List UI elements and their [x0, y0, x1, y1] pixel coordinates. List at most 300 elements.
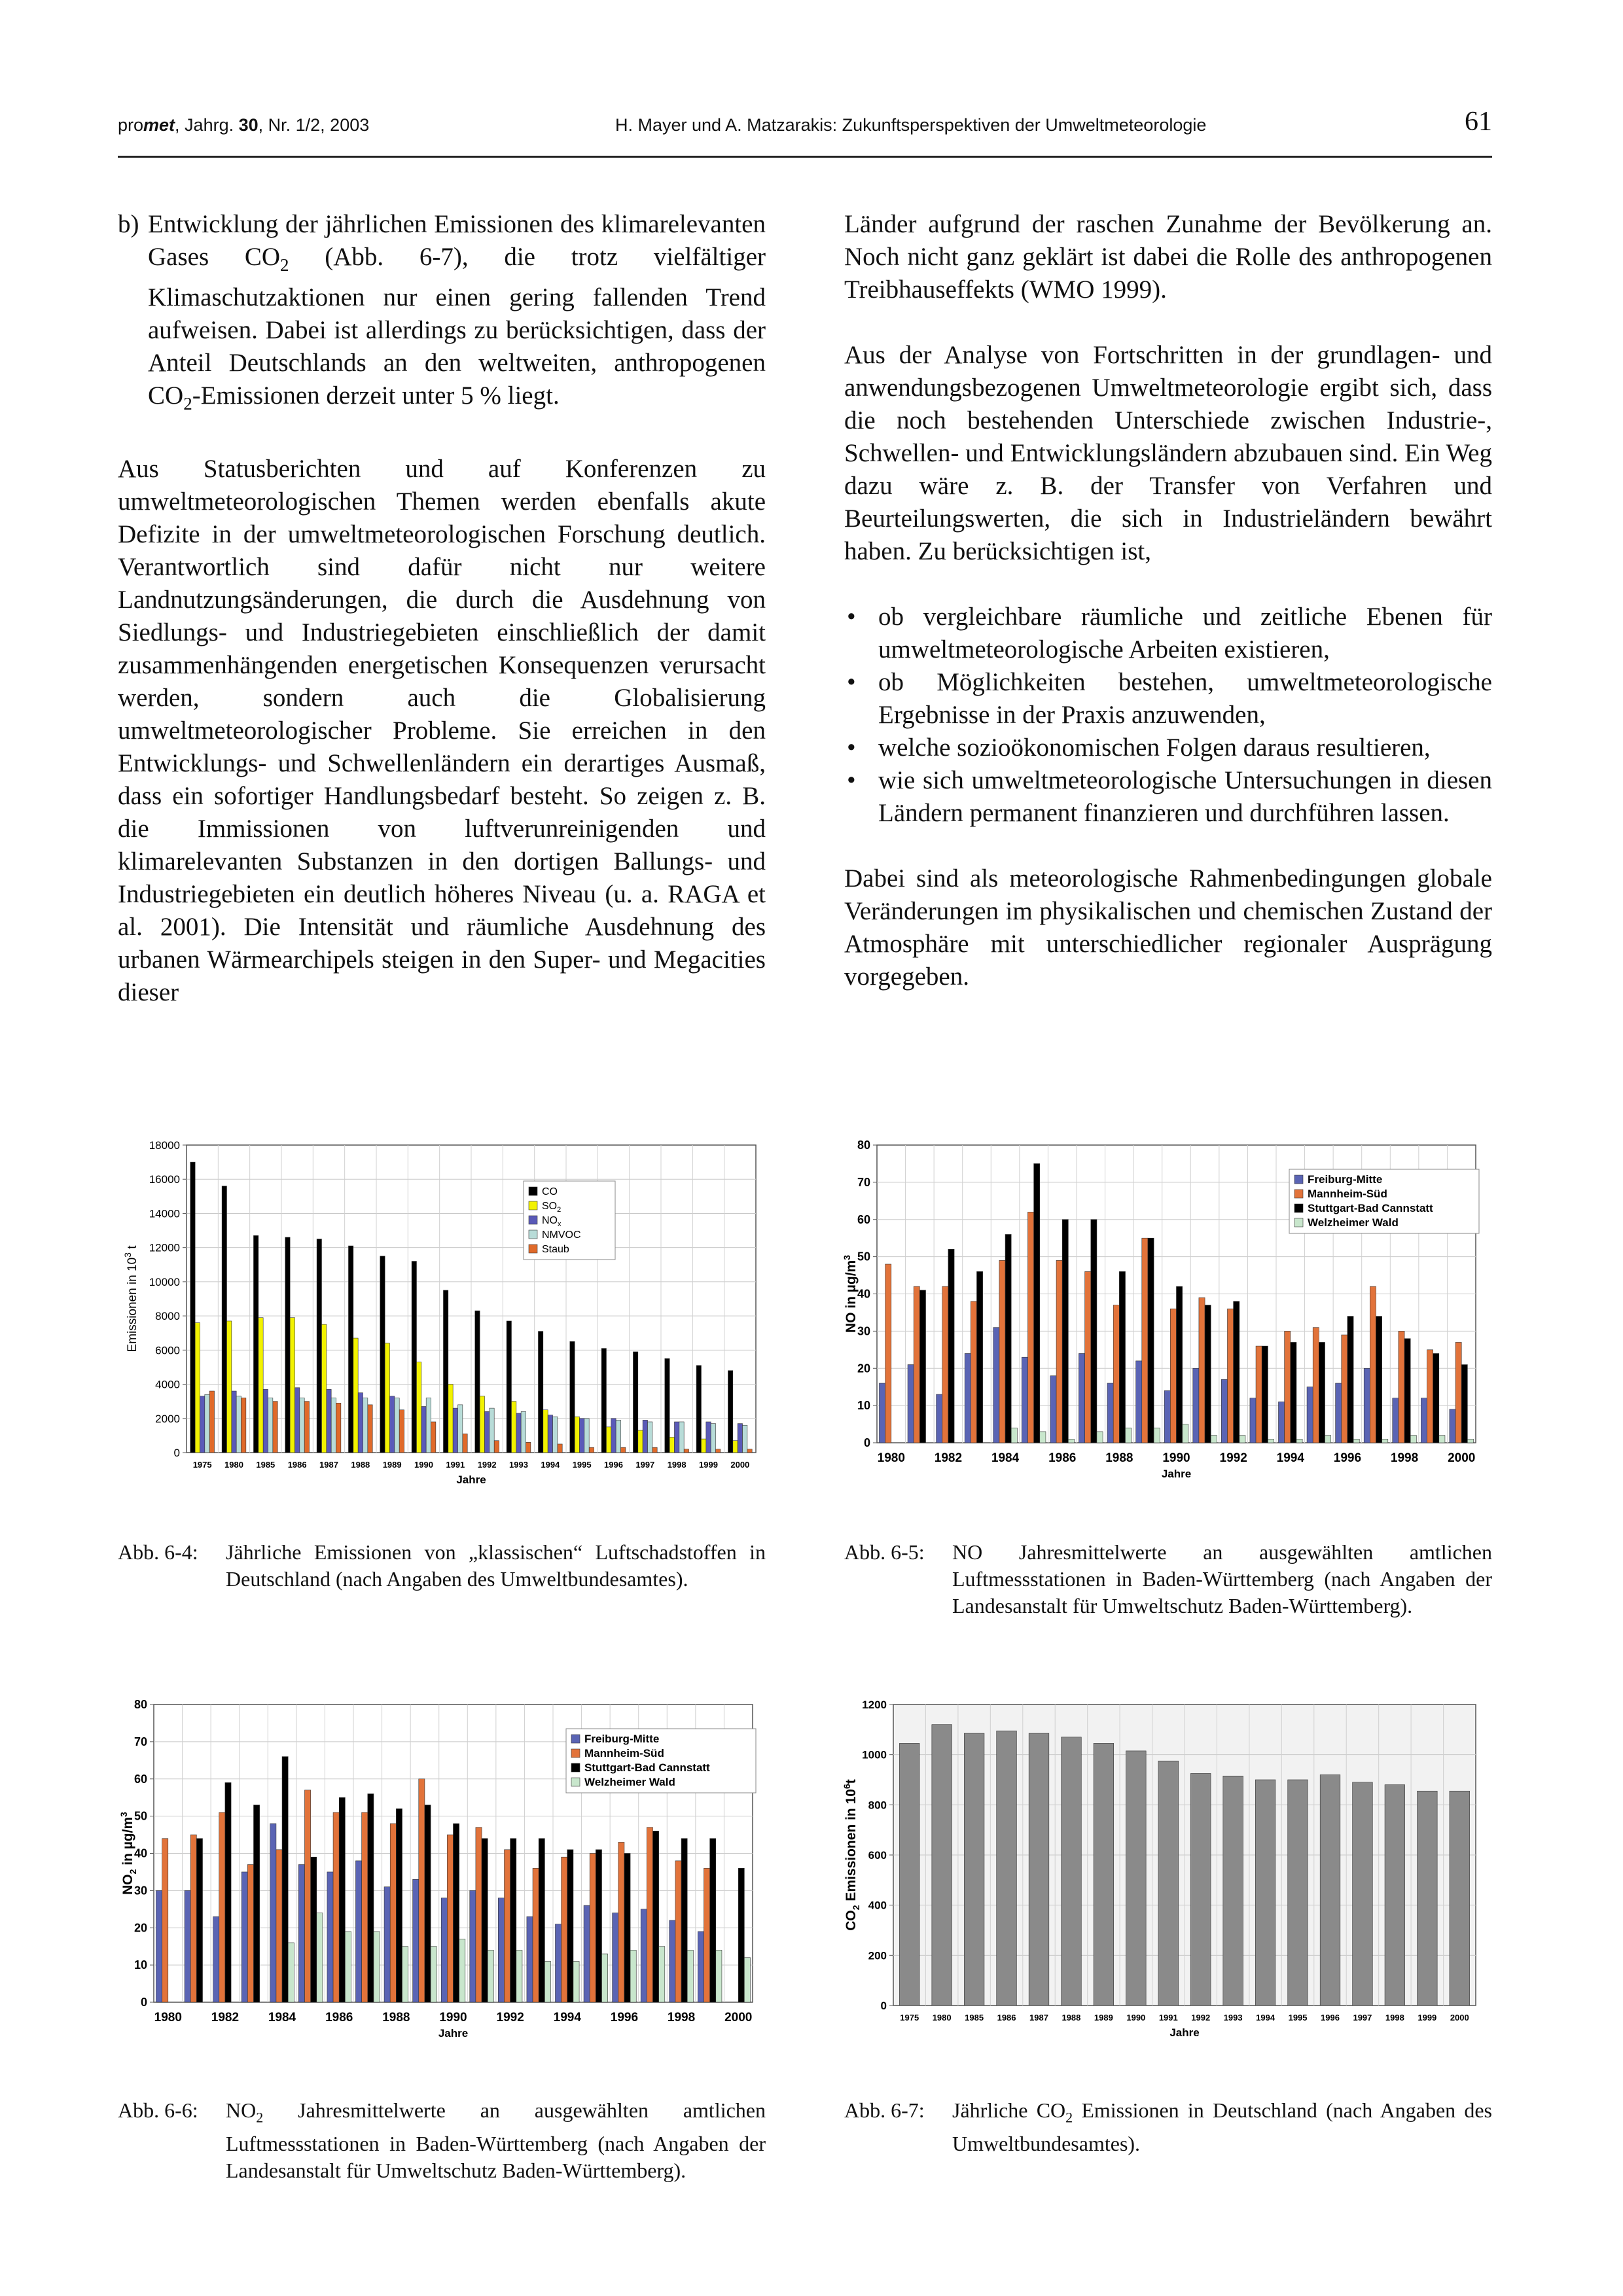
bar	[932, 1725, 952, 2005]
bar	[1262, 1346, 1268, 1443]
bar	[317, 1239, 321, 1453]
x-axis-label: Jahre	[1161, 1468, 1192, 1480]
bar	[675, 1861, 681, 2002]
x-tick-label: 1995	[572, 1460, 592, 1470]
bar	[454, 1824, 459, 2002]
x-tick-label: 1995	[1288, 2013, 1308, 2022]
x-tick-label: 1975	[900, 2013, 919, 2022]
bar	[624, 1854, 630, 2003]
legend-swatch	[529, 1201, 537, 1210]
x-tick-label: 1984	[991, 1451, 1020, 1465]
bar	[226, 1321, 231, 1453]
bar	[744, 1958, 750, 2002]
bar	[259, 1318, 263, 1453]
bullet-icon: •	[847, 733, 856, 762]
bar	[1376, 1316, 1382, 1443]
bar	[679, 1422, 684, 1453]
bar	[630, 1950, 636, 2002]
bar	[425, 1805, 431, 2002]
y-tick-label: 8000	[155, 1310, 180, 1323]
bar	[716, 1950, 722, 2002]
text-run: Emissionen in Deutschland (nach Angaben des Umweltbundesamtes).	[952, 2098, 1493, 2156]
x-tick-label: 1980	[932, 2013, 952, 2022]
caption-text	[226, 2097, 766, 2184]
caption-label: Abb. 6-6:	[118, 2098, 198, 2122]
bar	[1040, 1432, 1046, 1443]
bar	[196, 1839, 202, 2002]
bar	[575, 1417, 579, 1453]
x-tick-label: 1992	[496, 2011, 524, 2024]
bar	[698, 1932, 704, 2002]
caption-6-5	[844, 1539, 1492, 1619]
legend-label: Freiburg-Mitte	[1308, 1173, 1383, 1186]
bar	[936, 1394, 942, 1443]
bar	[348, 1246, 353, 1453]
bar	[1142, 1238, 1148, 1443]
bar	[1148, 1238, 1154, 1443]
bar	[459, 1939, 465, 2002]
legend-label: Mannheim-Süd	[584, 1747, 664, 1759]
bar	[273, 1402, 277, 1453]
figure-6-5	[841, 1132, 1495, 1531]
bar	[1404, 1339, 1410, 1443]
legend-label: Stuttgart-Bad Cannstatt	[1308, 1202, 1433, 1214]
y-tick-label: 20	[857, 1362, 870, 1375]
x-tick-label: 1993	[509, 1460, 528, 1470]
bar	[374, 1932, 380, 2002]
bar	[195, 1323, 200, 1453]
bar	[665, 1358, 669, 1453]
x-tick-label: 1980	[224, 1460, 243, 1470]
legend-label: $NO_x$	[542, 1215, 562, 1228]
bar	[1050, 1376, 1056, 1443]
bar	[1005, 1235, 1011, 1443]
bar	[358, 1393, 363, 1453]
legend-label: Stuttgart-Bad Cannstatt	[584, 1761, 710, 1774]
bar	[1011, 1428, 1017, 1443]
x-tick-label: 1989	[1094, 2013, 1113, 2022]
y-tick-label: 2000	[155, 1412, 180, 1425]
bar	[1250, 1398, 1256, 1443]
bar	[567, 1850, 573, 2002]
bullet-icon: •	[847, 603, 856, 631]
bar	[1433, 1354, 1439, 1443]
y-tick-label: 30	[134, 1884, 147, 1898]
bar	[336, 1403, 341, 1453]
journal-name-em: met	[143, 115, 175, 135]
bar	[1056, 1260, 1062, 1443]
caption-label: Abb. 6-4:	[118, 1540, 198, 1564]
x-tick-label: 1994	[1256, 2013, 1275, 2022]
bar	[589, 1447, 594, 1453]
text-run: -Emissionen derzeit unter 5 % liegt.	[192, 381, 560, 410]
y-tick-label: 60	[134, 1772, 147, 1786]
bar	[659, 1947, 665, 2002]
x-tick-label: 1997	[1353, 2013, 1372, 2022]
bar	[205, 1394, 209, 1453]
bar	[1183, 1424, 1188, 1443]
chart-6-7	[841, 1691, 1495, 2091]
bar	[395, 1398, 399, 1453]
bar	[743, 1425, 747, 1453]
list-item-text: ob Möglichkeiten bestehen, umweltmeteorologische Ergebnisse in der Praxis anzuwenden,	[878, 668, 1492, 729]
y-tick-label: 30	[857, 1324, 870, 1338]
list-item	[844, 666, 1492, 732]
bar	[353, 1338, 358, 1453]
bar	[590, 1854, 596, 2003]
bar	[241, 1872, 247, 2002]
bar	[638, 1430, 643, 1453]
bar	[476, 1828, 482, 2002]
right-column	[844, 208, 1492, 1026]
bar	[1427, 1350, 1433, 1443]
bar	[327, 1389, 331, 1453]
bar	[1205, 1305, 1211, 1443]
x-tick-label: 2000	[724, 2011, 753, 2024]
bar	[1278, 1402, 1284, 1443]
y-tick-label: 80	[134, 1698, 147, 1711]
bar	[1113, 1305, 1119, 1443]
bar	[1094, 1743, 1114, 2005]
bar	[355, 1861, 361, 2002]
bar	[1393, 1398, 1399, 1443]
x-axis-label: Jahre	[456, 1474, 486, 1486]
x-tick-label: 1999	[699, 1460, 718, 1470]
bar	[684, 1449, 688, 1453]
subscript: 2	[183, 393, 192, 414]
bar	[711, 1424, 715, 1453]
x-tick-label: 1988	[351, 1460, 370, 1470]
bar	[431, 1422, 436, 1453]
bar	[1255, 1780, 1275, 2005]
bar	[389, 1396, 394, 1453]
legend-label: Mannheim-Süd	[1308, 1188, 1387, 1200]
bar	[553, 1417, 558, 1453]
x-tick-label: 1987	[1029, 2013, 1048, 2022]
bar	[1085, 1271, 1091, 1443]
bar	[1439, 1436, 1445, 1443]
text-run: Entwicklung der jährlichen Emissionen des klimarelevanten Gases CO	[148, 210, 766, 271]
bar	[1234, 1301, 1240, 1443]
bar	[339, 1797, 345, 2002]
bar	[247, 1865, 253, 2002]
bar	[363, 1398, 368, 1453]
legend-swatch	[571, 1778, 580, 1786]
y-tick-label: 70	[134, 1735, 147, 1748]
bar	[507, 1321, 511, 1453]
caption-text: Jährliche Emissionen von „klassischen“ Luftschadstoffen in Deutschland (nach Angaben des Umweltbundesamtes).	[226, 1540, 766, 1591]
bar	[390, 1824, 396, 2002]
bar	[253, 1235, 258, 1453]
bar	[616, 1420, 620, 1453]
bar	[498, 1898, 504, 2002]
bar	[653, 1831, 659, 2002]
list-item-text	[148, 208, 766, 420]
bar	[669, 1920, 675, 2002]
legend-label: CO	[542, 1186, 558, 1197]
bar	[611, 1419, 616, 1453]
x-tick-label: 1998	[1390, 1451, 1419, 1465]
y-tick-label: 6000	[155, 1344, 180, 1357]
bar	[232, 1391, 236, 1453]
x-tick-label: 1980	[877, 1451, 905, 1465]
subscript: 2	[280, 255, 289, 275]
bar	[716, 1449, 721, 1453]
paragraph: Dabei sind als meteorologische Rahmenbedingungen globale Veränderungen im physikalischen und chemischen Zustand der Atmosphäre mit unterschiedlicher regionaler Ausprägung vorgegeben.	[844, 864, 1492, 991]
y-tick-label: 18000	[149, 1139, 180, 1152]
bar	[674, 1422, 679, 1453]
x-tick-label: 1986	[997, 2013, 1016, 2022]
legend-swatch	[529, 1187, 537, 1195]
bar	[300, 1398, 304, 1453]
bar	[641, 1909, 647, 2002]
bar	[1382, 1439, 1388, 1443]
x-tick-label: 1999	[1418, 2013, 1437, 2022]
y-tick-label: 10000	[149, 1275, 180, 1288]
bar	[443, 1290, 448, 1453]
bar	[1170, 1309, 1176, 1443]
caption-text	[952, 2097, 1492, 2157]
x-tick-label: 1991	[446, 1460, 465, 1470]
bar	[908, 1365, 914, 1443]
x-tick-label: 1987	[319, 1460, 338, 1470]
bar	[1399, 1331, 1404, 1443]
text-run: Jährliche CO	[952, 2098, 1066, 2122]
bar	[1256, 1346, 1262, 1443]
paragraph: Aus der Analyse von Fortschritten in der grundlagen- und anwendungsbezogenen Umweltmeteorologie ergibt sich, dass die noch bestehenden Unterschiede zwischen Industrie-, Schwellen- und Entwicklungsländern abzubauen sind. Ein Weg dazu wäre z. B. der Transfer von Verfahren und Beurteilungswerten, die sich in Industrieländern bewährt haben. Zu berücksichtigen ist,	[844, 341, 1492, 565]
bullet-list	[844, 601, 1492, 830]
bar	[516, 1413, 521, 1453]
bar	[1353, 1782, 1373, 2005]
x-tick-label: 1998	[1385, 2013, 1404, 2022]
bar	[1307, 1387, 1313, 1443]
y-tick-label: 4000	[155, 1378, 180, 1391]
bar	[1285, 1331, 1291, 1443]
legend-swatch	[529, 1245, 537, 1253]
bar	[964, 1733, 984, 2005]
journal-reference	[118, 115, 369, 135]
legend-swatch	[1294, 1175, 1303, 1184]
bar	[200, 1396, 204, 1453]
bar	[368, 1405, 372, 1453]
bar	[1136, 1361, 1142, 1443]
bar	[282, 1757, 288, 2002]
bar	[190, 1835, 196, 2002]
y-axis-label: $CO_2$ Emissionen in $10^6t$	[842, 1779, 861, 1931]
bar	[516, 1950, 522, 2002]
bar	[304, 1790, 310, 2002]
y-tick-label: 80	[857, 1139, 870, 1152]
list-item-b	[118, 208, 766, 420]
list-item	[844, 764, 1492, 830]
bar	[484, 1411, 489, 1453]
chart-6-4	[118, 1132, 772, 1531]
bar	[1211, 1436, 1217, 1443]
chart-6-5	[841, 1132, 1495, 1531]
bar	[263, 1389, 268, 1453]
legend-label: NMVOC	[542, 1229, 581, 1241]
bar	[511, 1402, 516, 1453]
bar	[1319, 1342, 1325, 1443]
bar	[584, 1905, 590, 2002]
bar	[1467, 1439, 1473, 1443]
bar	[385, 1343, 389, 1453]
bar	[948, 1249, 954, 1443]
paragraph: Aus Statusberichten und auf Konferenzen zu umweltmeteorologischen Themen werden ebenfalls akute Defizite in der umweltmeteorologischen Forschung deutlich. Verantwortlich sind dafür nicht nur weitere Landnutzungsänderungen, die durch die Ausdehnung von Siedlungs- und Industriegebieten einschließlich der damit zusammenhängenden energetischen Konsequenzen verursacht werden, sondern auch die Globalisierung umweltmeteorologischer Probleme. Sie erreichen in den Entwicklungs- und Schwellenländern ein derartiges Ausmaß, dass ein sofortiger Handlungsbedarf besteht. So zeigen z. B. die Immissionen von luftverunreinigenden und klimarelevanten Substanzen in den dortigen Ballungs- und Industriegebieten ein deutlich höheres Niveau (u. a. RAGA et al. 2001). Die Intensität und räumliche Ausdehnung des urbanen Wärmearchipels steigen in den Super- und Megacities dieser	[118, 454, 766, 1006]
x-tick-label: 1985	[965, 2013, 984, 2022]
bar	[209, 1391, 214, 1453]
bar	[885, 1264, 891, 1443]
paragraph: Länder aufgrund der raschen Zunahme der Bevölkerung an. Noch nicht ganz geklärt ist dabei die Rolle des anthropogenen Treibhauseffekts (WMO 1999).	[844, 210, 1492, 304]
bar	[1418, 1791, 1438, 2005]
x-tick-label: 1980	[154, 2011, 182, 2024]
legend-label: Staub	[542, 1244, 569, 1255]
bar	[621, 1447, 626, 1453]
bar	[558, 1444, 562, 1453]
x-tick-label: 1988	[382, 2011, 410, 2024]
bar	[288, 1943, 294, 2002]
bullet-icon: •	[847, 668, 856, 696]
legend-label: $SO_2$	[542, 1201, 562, 1214]
bar	[1027, 1212, 1033, 1443]
bar	[1421, 1398, 1427, 1443]
y-tick-label: 1200	[862, 1699, 887, 1711]
bar	[1370, 1286, 1376, 1443]
bar	[162, 1839, 168, 2002]
x-tick-label: 1992	[1191, 2013, 1211, 2022]
bar	[538, 1332, 543, 1453]
bar	[294, 1388, 299, 1453]
bar	[710, 1839, 716, 2002]
bar	[458, 1405, 463, 1453]
bar	[331, 1398, 336, 1453]
bar	[488, 1950, 493, 2002]
bar	[304, 1402, 309, 1453]
bar	[1034, 1163, 1040, 1443]
bar	[681, 1839, 687, 2002]
bar	[333, 1812, 339, 2002]
bar	[298, 1865, 304, 2002]
list-item-text: wie sich umweltmeteorologische Untersuchungen in diesen Ländern permanent finanzieren und durchführen lassen.	[878, 766, 1492, 827]
bar	[399, 1410, 404, 1453]
bar	[747, 1449, 752, 1453]
x-tick-label: 1993	[1223, 2013, 1243, 2022]
bar	[879, 1383, 885, 1443]
bar	[396, 1809, 402, 2002]
bar	[431, 1947, 437, 2002]
bar	[1240, 1436, 1245, 1443]
x-tick-label: 1996	[1333, 1451, 1362, 1465]
bar	[914, 1286, 919, 1443]
bar	[521, 1411, 526, 1453]
bar	[579, 1419, 584, 1453]
bar	[687, 1950, 693, 2002]
bar	[993, 1328, 999, 1443]
bar	[384, 1887, 390, 2002]
journal-name-pre: pro	[118, 115, 144, 135]
y-tick-label: 14000	[149, 1207, 180, 1220]
bar	[470, 1890, 476, 2002]
bar	[219, 1812, 225, 2002]
legend-swatch	[1294, 1218, 1303, 1227]
bar	[584, 1419, 589, 1453]
bar	[380, 1256, 385, 1453]
y-tick-label: 0	[880, 2000, 887, 2012]
bar	[977, 1271, 983, 1443]
subscript: 2	[1065, 2109, 1073, 2126]
bar	[606, 1427, 611, 1453]
bar	[899, 1743, 919, 2005]
bar	[1097, 1432, 1103, 1443]
bar	[539, 1839, 544, 2002]
list-item-label: b)	[118, 210, 139, 238]
legend-swatch	[571, 1749, 580, 1757]
bar	[463, 1434, 467, 1453]
left-column	[118, 208, 766, 1042]
list-item	[844, 732, 1492, 764]
legend-swatch	[571, 1735, 580, 1743]
bar	[1347, 1316, 1353, 1443]
chart-6-6	[118, 1691, 772, 2091]
bar	[156, 1890, 162, 2002]
x-tick-label: 2000	[1450, 2013, 1469, 2022]
bar	[596, 1850, 601, 2002]
bar	[494, 1441, 499, 1453]
bar	[1288, 1780, 1308, 2005]
bar	[669, 1438, 674, 1453]
bar	[1221, 1379, 1227, 1443]
bar	[1461, 1365, 1467, 1443]
bar	[480, 1396, 484, 1453]
x-tick-label: 2000	[1448, 1451, 1476, 1465]
bar	[213, 1916, 219, 2002]
y-tick-label: 800	[868, 1799, 887, 1812]
figure-6-7	[841, 1691, 1495, 2091]
bar	[1291, 1342, 1296, 1443]
x-tick-label: 1994	[541, 1460, 560, 1470]
bar	[971, 1301, 976, 1443]
bar	[643, 1420, 647, 1453]
x-tick-label: 1989	[382, 1460, 402, 1470]
bar	[368, 1794, 374, 2003]
bar	[1227, 1309, 1233, 1443]
bar	[919, 1290, 925, 1443]
bar	[1126, 1428, 1132, 1443]
bar	[562, 1857, 567, 2002]
bar	[1450, 1791, 1470, 2005]
bar	[728, 1371, 732, 1453]
x-tick-label: 1990	[414, 1460, 433, 1470]
x-tick-label: 1986	[287, 1460, 307, 1470]
bar	[1158, 1761, 1179, 2005]
x-tick-label: 1975	[192, 1460, 212, 1470]
list-item-text: welche sozioökonomischen Folgen daraus resultieren,	[878, 733, 1431, 762]
bar	[413, 1879, 419, 2002]
bar	[222, 1186, 226, 1453]
bar	[421, 1407, 426, 1453]
bar	[1455, 1342, 1461, 1443]
bar	[1223, 1776, 1243, 2005]
bar	[1061, 1737, 1082, 2005]
bar	[475, 1311, 480, 1453]
x-tick-label: 1996	[1321, 2013, 1340, 2022]
bar	[1410, 1436, 1416, 1443]
x-tick-label: 1992	[477, 1460, 497, 1470]
bar	[345, 1932, 351, 2002]
legend-label: Welzheimer Wald	[1308, 1216, 1399, 1229]
y-tick-label: 12000	[149, 1241, 180, 1254]
bar	[362, 1812, 368, 2002]
